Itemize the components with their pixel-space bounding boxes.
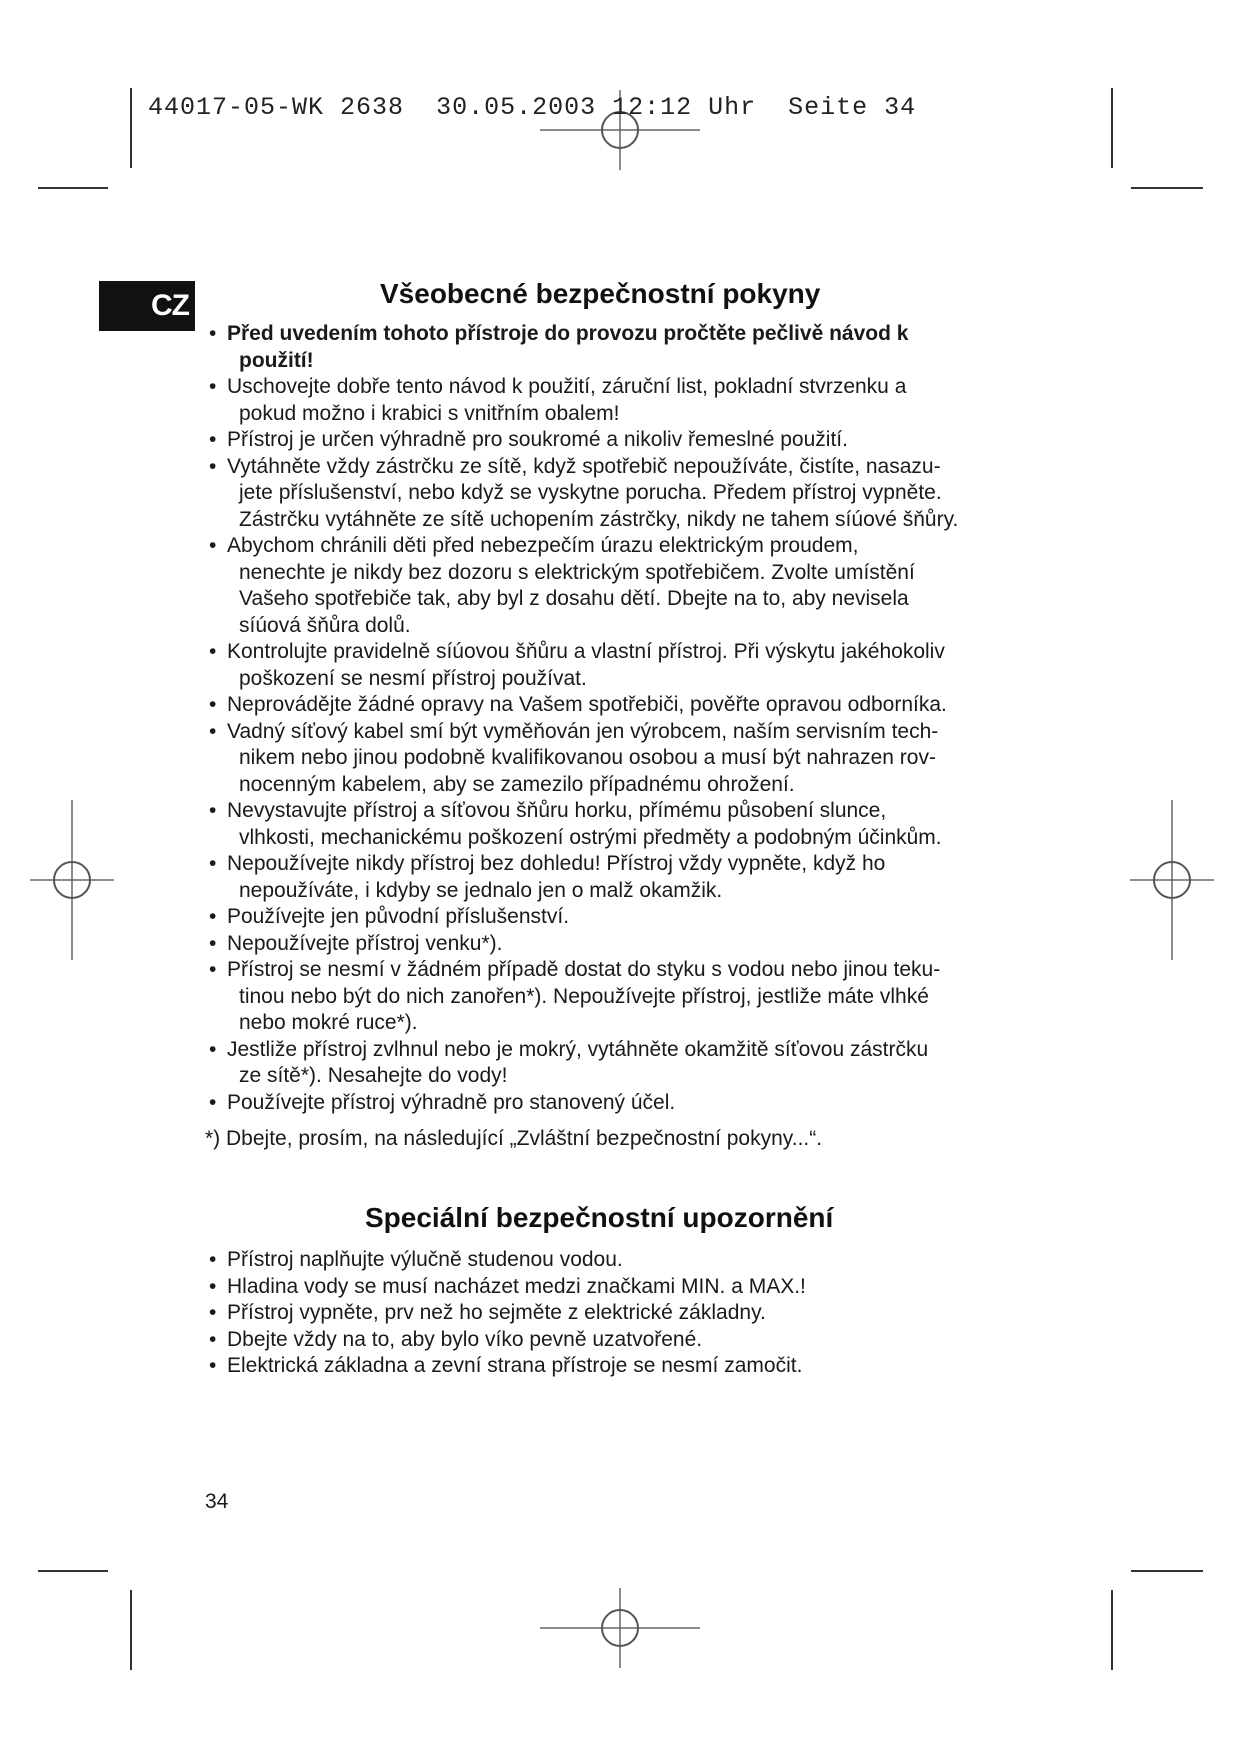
bullet-icon: • — [209, 428, 217, 451]
bullet-icon: • — [209, 1037, 217, 1061]
list-item — [205, 851, 1045, 904]
crop-mark-bottom-right-horizontal — [1131, 1570, 1203, 1572]
page-reference: Seite 34 — [788, 93, 917, 122]
list-item — [205, 427, 1045, 454]
list-item — [205, 719, 1045, 799]
list-item — [205, 1353, 1045, 1380]
crop-mark-bottom-right-vertical — [1111, 1590, 1113, 1670]
section-title-general-safety: Všeobecné bezpečnostní pokyny — [380, 278, 821, 309]
list-item-text: Přístroj je určen výhradně pro soukromé a nikoliv řemeslné použití. — [227, 428, 848, 451]
crop-mark-bottom-left-vertical — [130, 1590, 132, 1670]
registration-mark-right — [1130, 800, 1214, 960]
bullet-icon: • — [209, 454, 217, 478]
list-item-text: Uschovejte dobře tento návod k použití, záruční list, pokladní stvrzenku a — [227, 375, 907, 398]
list-item-text: Nevystavujte přístroj a síťovou šňůru horku, přímému působení slunce, — [227, 799, 887, 822]
list-item-continuation: nocenným kabelem, aby se zamezilo případnému ohrožení. — [239, 772, 795, 796]
list-item — [205, 904, 1045, 931]
list-item-continuation: použití! — [239, 348, 314, 372]
list-item-text: Hladina vody se musí nacházet medzi značkami MIN. a MAX.! — [227, 1274, 806, 1298]
list-item-text: Neprovádějte žádné opravy na Vašem spotřebiči, pověřte opravou odborníka. — [227, 693, 947, 716]
list-item-text: Vadný síťový kabel smí být vyměňován jen výrobcem, naším servisním tech- — [227, 719, 939, 743]
list-item — [205, 1247, 1045, 1274]
list-item-continuation: vlhkosti, mechanickému poškození ostrými předměty a podobným účinkům. — [239, 825, 942, 849]
registration-mark-left — [30, 800, 114, 960]
list-item-text: Jestliže přístroj zvlhnul nebo je mokrý, vytáhněte okamžitě síťovou zástrčku — [227, 1037, 929, 1061]
page-number: 34 — [205, 1490, 229, 1513]
list-item-continuation: nepoužíváte, i kdyby se jednalo jen o malž okamžik. — [239, 878, 723, 902]
crop-mark-top-right-horizontal — [1131, 187, 1203, 189]
list-item-continuation: ze sítě*). Nesahejte do vody! — [239, 1064, 508, 1087]
registration-mark-bottom — [540, 1588, 700, 1668]
list-item-continuation: jete příslušenství, nebo když se vyskytne porucha. Předem přístroj vypněte. — [239, 481, 942, 504]
list-item — [205, 533, 1045, 639]
bullet-icon: • — [209, 719, 217, 743]
bullet-icon: • — [209, 375, 217, 398]
list-item-continuation: tinou nebo být do nich zanořen*). Nepoužívejte přístroj, jestliže máte vlhké — [239, 984, 929, 1008]
list-item-text: Elektrická základna a zevní strana přístroje se nesmí zamočit. — [227, 1354, 803, 1377]
bullet-icon: • — [209, 1274, 217, 1298]
list-item — [205, 1274, 1045, 1301]
list-item-continuation: pokud možno i krabici s vnitřním obalem! — [239, 401, 620, 425]
job-id: 44017-05-WK 2638 — [148, 93, 405, 122]
list-item — [205, 931, 1045, 958]
list-item — [205, 1327, 1045, 1354]
list-item-text: Před uvedením tohoto přístroje do provozu pročtěte pečlivě návod k — [227, 322, 909, 345]
list-item-text: Dbejte vždy na to, aby bylo víko pevně uzatvořené. — [227, 1327, 703, 1351]
bullet-icon: • — [209, 1248, 217, 1271]
list-item-text: Používejte přístroj výhradně pro stanovený účel. — [227, 1090, 676, 1114]
bullet-icon: • — [209, 693, 217, 716]
list-item — [205, 1037, 1045, 1090]
bullet-icon: • — [209, 799, 217, 822]
special-safety-list — [205, 1247, 1045, 1380]
list-item — [205, 692, 1045, 719]
crop-mark-top-left-horizontal — [38, 187, 108, 189]
list-item — [205, 798, 1045, 851]
list-item — [205, 639, 1045, 692]
list-item — [205, 1300, 1045, 1327]
list-item-text: Nepoužívejte přístroj venku*). — [227, 931, 503, 955]
list-item-text: Nepoužívejte nikdy přístroj bez dohledu! Přístroj vždy vypněte, když ho — [227, 852, 886, 875]
bullet-icon: • — [209, 1354, 217, 1377]
list-item-continuation: síúová šňůra dolů. — [239, 613, 411, 637]
bullet-icon: • — [209, 931, 217, 955]
list-item — [205, 957, 1045, 1037]
list-item — [205, 374, 1045, 427]
list-item-continuation: nebo mokré ruce*). — [239, 1011, 418, 1034]
language-tab: CZ — [99, 281, 195, 331]
bullet-icon: • — [209, 640, 217, 663]
bullet-icon: • — [209, 322, 217, 345]
list-item — [205, 321, 1045, 374]
bullet-icon: • — [209, 905, 217, 928]
general-safety-list — [205, 321, 1045, 1116]
list-item-text: Kontrolujte pravidelně síúovou šňůru a vlastní přístroj. Při výskytu jakéhokoliv — [227, 640, 945, 663]
footnote: *) Dbejte, prosím, na následující „Zvláštní bezpečnostní pokyny...“. — [205, 1127, 823, 1150]
bullet-icon: • — [209, 1301, 217, 1324]
list-item-continuation: Vašeho spotřebiče tak, aby byl z dosahu dětí. Dbejte na to, aby nevisela — [239, 587, 909, 610]
list-item-text: Vytáhněte vždy zástrčku ze sítě, když spotřebič nepoužíváte, čistíte, nasazu- — [227, 454, 941, 478]
print-time: 12:12 Uhr — [612, 93, 757, 122]
list-item-text: Používejte jen původní příslušenství. — [227, 905, 570, 928]
crop-mark-top-left-vertical — [130, 88, 132, 168]
list-item-continuation: Zástrčku vytáhněte ze sítě uchopením zástrčky, nikdy ne tahem síúové šňůry. — [239, 507, 959, 531]
print-date: 30.05.2003 — [436, 93, 597, 122]
list-item-text: Přístroj vypněte, prv než ho sejměte z elektrické základny. — [227, 1301, 766, 1324]
list-item-continuation: poškození se nesmí přístroj používat. — [239, 666, 587, 690]
bullet-icon: • — [209, 1090, 217, 1114]
bullet-icon: • — [209, 534, 217, 557]
crop-mark-top-right-vertical — [1111, 88, 1113, 168]
list-item-text: Přístroj naplňujte výlučně studenou vodou. — [227, 1248, 623, 1271]
crop-mark-bottom-left-horizontal — [38, 1570, 108, 1572]
section-title-special-safety: Speciální bezpečnostní upozornění — [365, 1202, 834, 1233]
print-slug — [148, 93, 916, 122]
list-item-continuation: nikem nebo jinou podobně kvalifikovanou osobou a musí být nahrazen rov- — [239, 746, 936, 769]
list-item-continuation: nenechte je nikdy bez dozoru s elektrickým spotřebičem. Zvolte umístění — [239, 560, 915, 584]
bullet-icon: • — [209, 958, 217, 981]
list-item-text: Abychom chránili děti před nebezpečím úrazu elektrickým proudem, — [227, 534, 859, 557]
list-item — [205, 454, 1045, 534]
bullet-icon: • — [209, 852, 217, 875]
list-item — [205, 1090, 1045, 1117]
list-item-text: Přístroj se nesmí v žádném případě dostat do styku s vodou nebo jinou teku- — [227, 958, 941, 981]
bullet-icon: • — [209, 1327, 217, 1351]
